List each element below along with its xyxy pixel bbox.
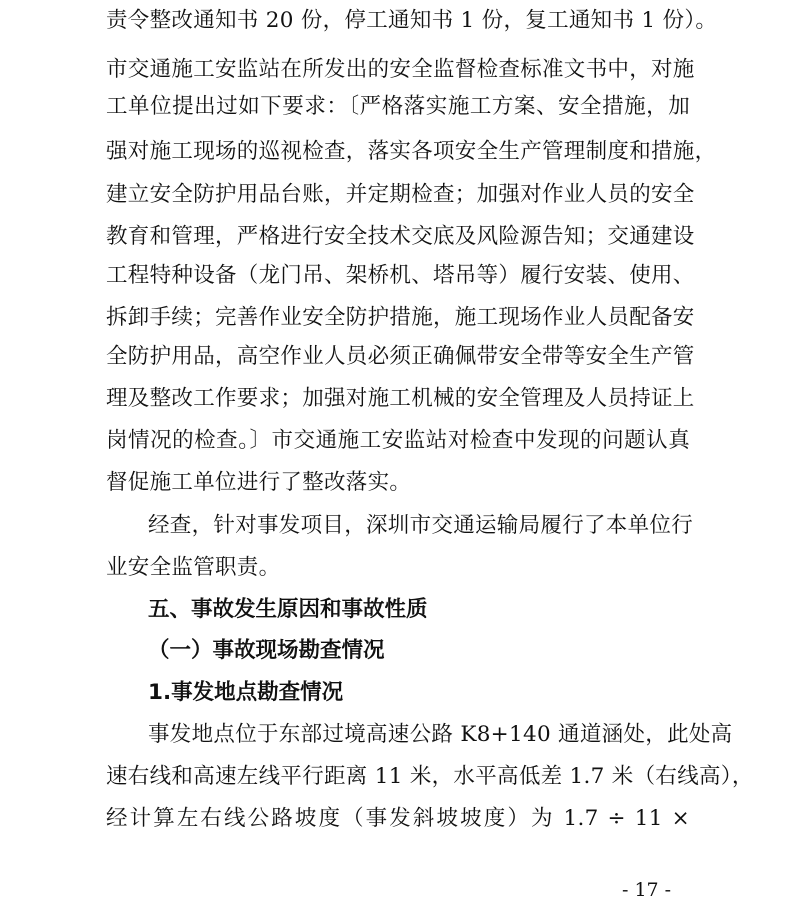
- body-line-1: 责令整改通知书 20 份，停工通知书 1 份，复工通知书 1 份）。: [106, 8, 718, 33]
- para2-line-1: 经查，针对事发项目，深圳市交通运输局履行了本单位行: [148, 513, 694, 538]
- body-line-8: 拆卸手续；完善作业安全防护措施，施工现场作业人员配备安: [106, 305, 695, 330]
- body-line-9: 全防护用品，高空作业人员必须正确佩带安全带等安全生产管: [106, 344, 695, 369]
- body-line-5: 建立安全防护用品台账，并定期检查；加强对作业人员的安全: [106, 182, 695, 207]
- section-heading: 五、事故发生原因和事故性质: [148, 597, 428, 622]
- body-line-2: 市交通施工安监站在所发出的安全监督检查标准文书中，对施: [106, 57, 695, 82]
- body-line-4: 强对施工现场的巡视检查，落实各项安全生产管理制度和措施，: [106, 139, 717, 164]
- para3-line-1: 事发地点位于东部过境高速公路 K8+140 通道涵处，此处高: [148, 722, 733, 747]
- subsubsection-heading: 1.事发地点勘查情况: [148, 680, 344, 705]
- body-line-11: 岗情况的检查。〕市交通施工安监站对检查中发现的问题认真: [106, 428, 690, 453]
- body-line-3: 工单位提出过如下要求：〔严格落实施工方案、安全措施，加: [106, 94, 690, 119]
- body-line-10: 理及整改工作要求；加强对施工机械的安全管理及人员持证上: [106, 386, 695, 411]
- para3-line-2: 速右线和高速左线平行距离 11 米，水平高低差 1.7 米（右线高），: [106, 764, 754, 789]
- body-line-7: 工程特种设备（龙门吊、架桥机、塔吊等）履行安装、使用、: [106, 263, 695, 288]
- body-line-6: 教育和管理，严格进行安全技术交底及风险源告知；交通建设: [106, 224, 695, 249]
- para2-line-2: 业安全监管职责。: [106, 555, 281, 580]
- page-number: - 17 -: [622, 879, 672, 901]
- para3-line-3: 经计算左右线公路坡度（事发斜坡坡度）为 1.7 ÷ 11 ×: [106, 806, 690, 831]
- body-line-12: 督促施工单位进行了整改落实。: [106, 470, 412, 495]
- subsection-heading: （一）事故现场勘查情况: [148, 638, 385, 663]
